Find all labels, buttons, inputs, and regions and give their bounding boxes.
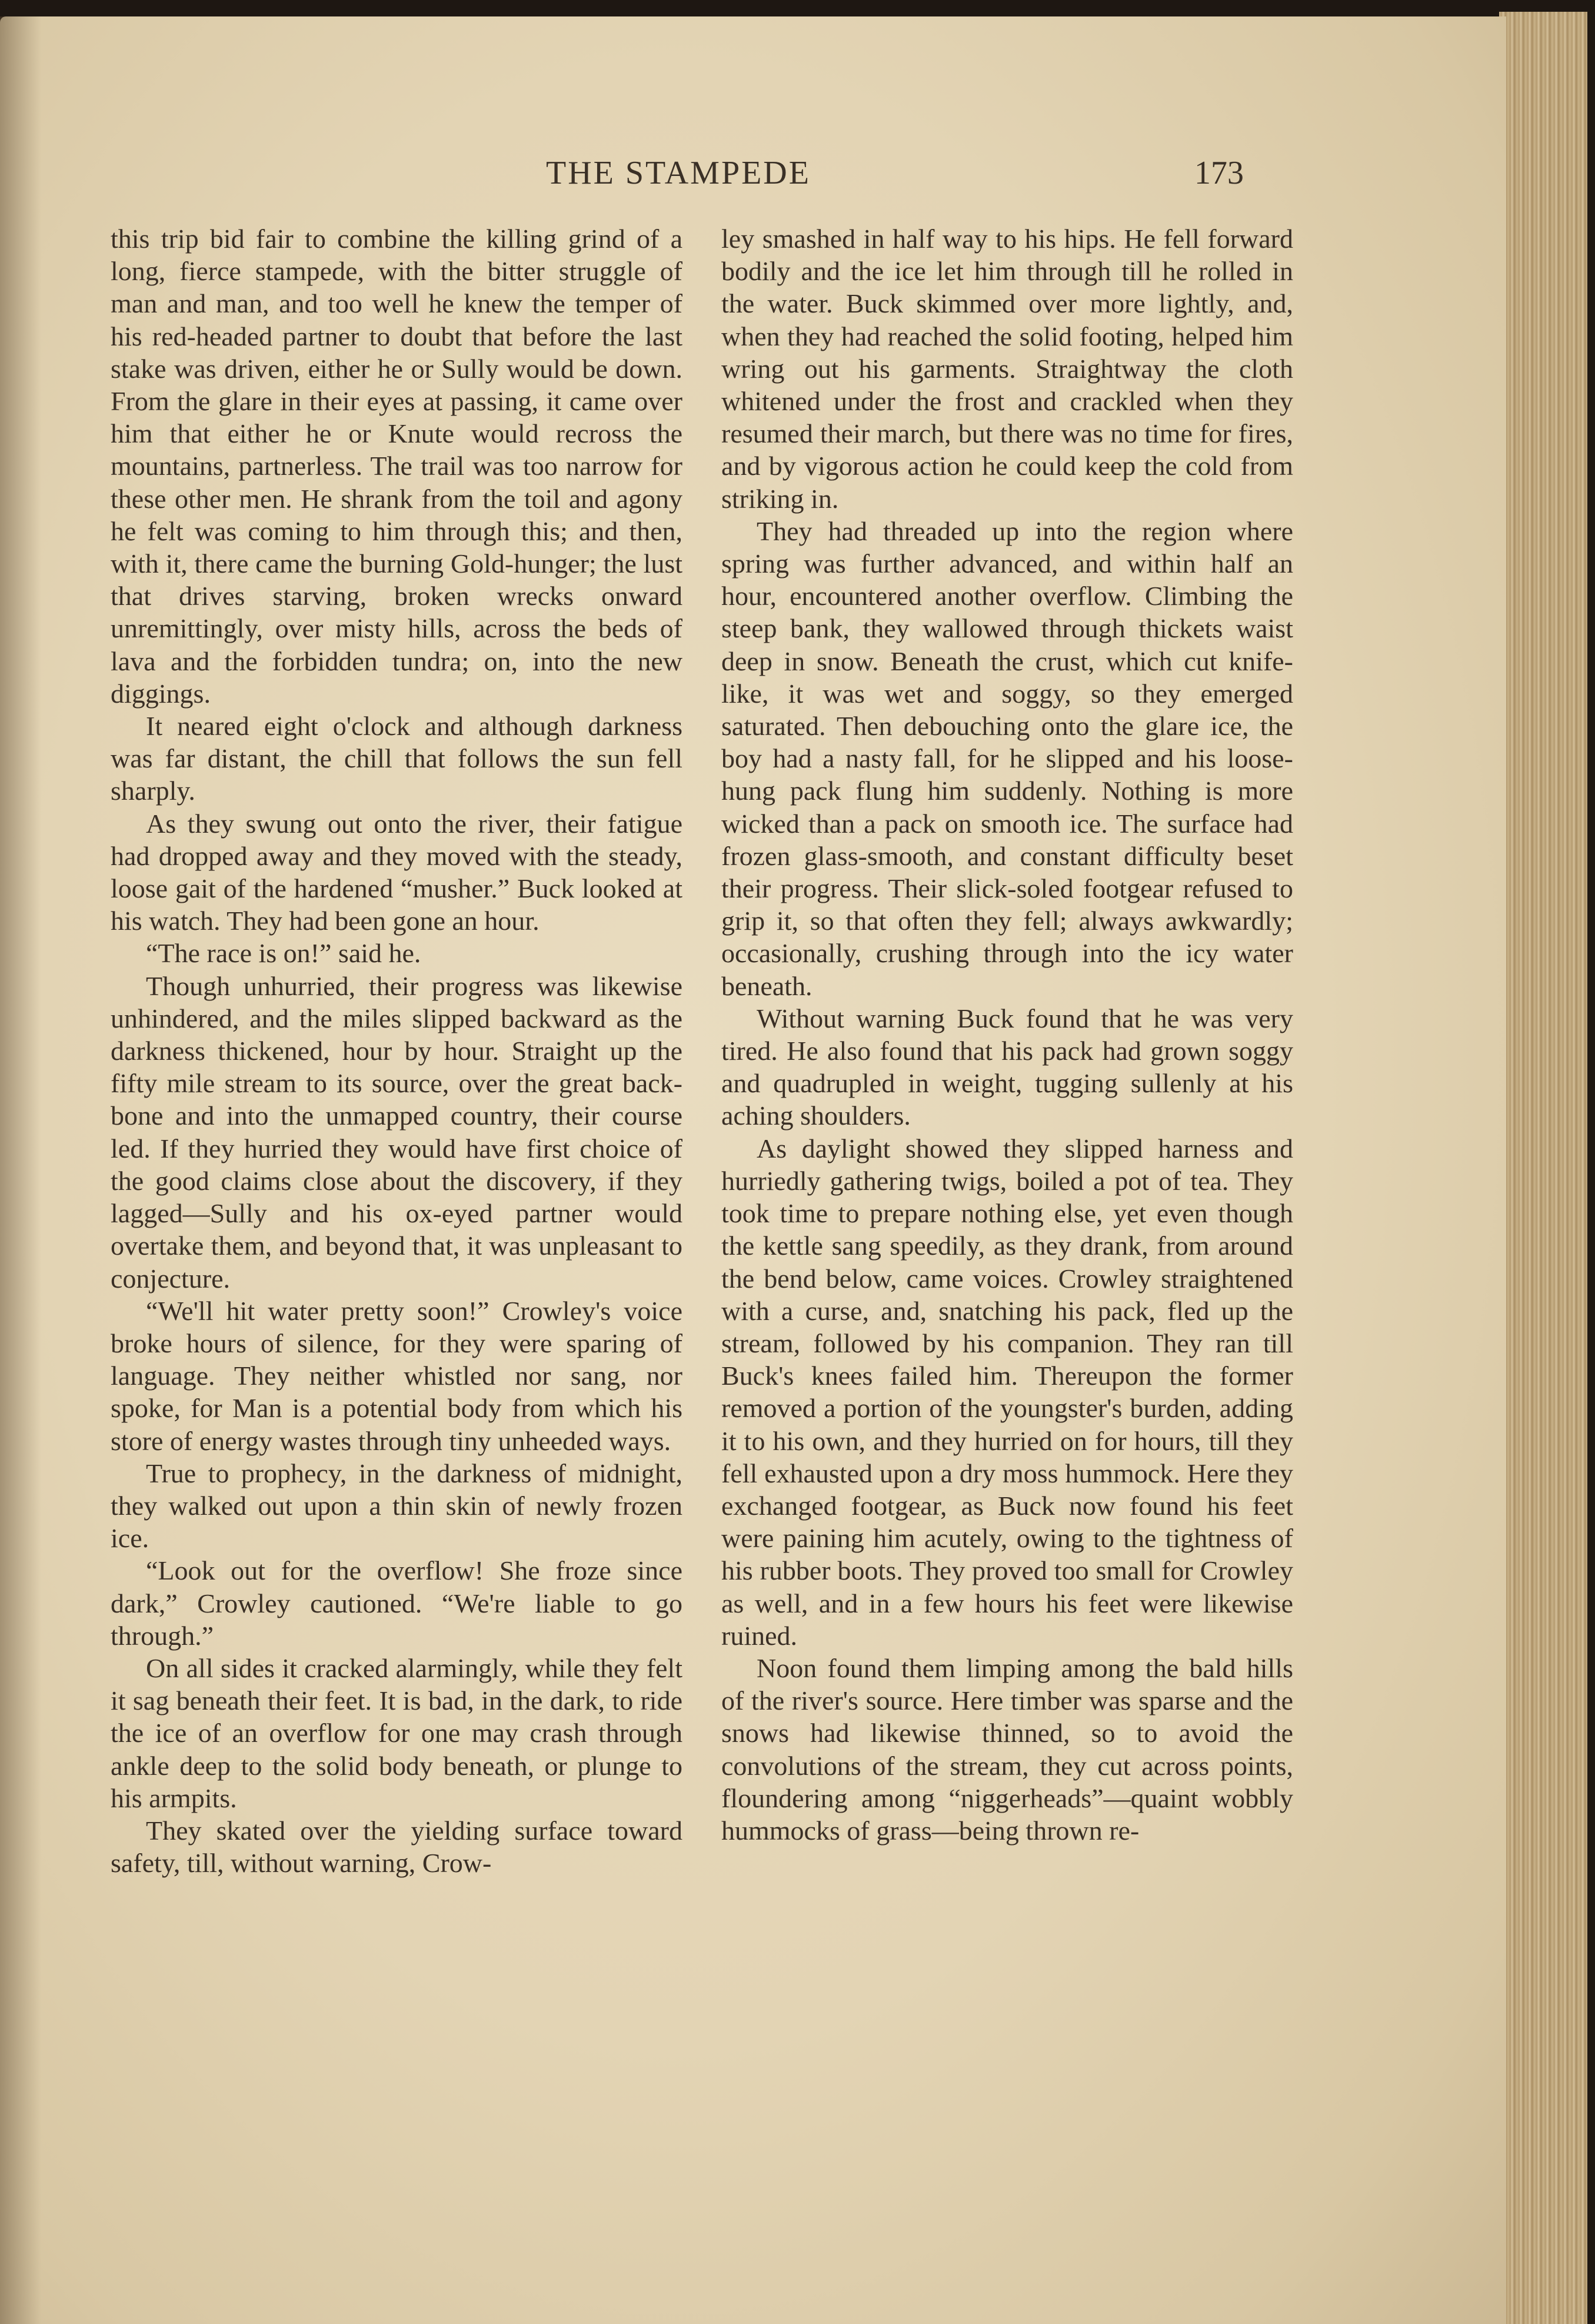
paragraph: Though unhurried, their progress was likewise unhindered, and the miles slipped backward as the darkness thickened, hour by hour. Straight up the fifty mile stream to its source, over the great back-bone and into the unmapped country, their course led. If they hurried they would have first choice of the good claims close about the discovery, if they lagged—Sully and his ox-eyed partner would overtake them, and beyond that, it was unpleasant to conjecture. <box>111 970 682 1294</box>
paragraph: True to prophecy, in the darkness of midnight, they walked out upon a thin skin of newly frozen ice. <box>111 1458 682 1554</box>
paragraph: On all sides it cracked alarmingly, while they felt it sag beneath their feet. It is bad, in the dark, to ride the ice of an overflow for one may crash through ankle deep to the solid body beneath, or plunge to his armpits. <box>111 1653 682 1813</box>
running-head-title: THE STAMPEDE <box>546 155 811 191</box>
paragraph: “Look out for the overflow! She froze since dark,” Crowley cautioned. “We're liable to go through.” <box>111 1555 682 1651</box>
right-text-column <box>721 222 1293 1847</box>
spine-shadow <box>0 16 41 2324</box>
paragraph: this trip bid fair to combine the killing grind of a long, fierce stampede, with the bitter struggle of man and man, and too well he knew the temper of his red-headed partner to doubt that before the last stake was driven, either he or Sully would be down. From the glare in their eyes at passing, it came over him that either he or Knute would recross the mountains, partnerless. The trail was too narrow for these other men. He shrank from the toil and agony he felt was coming to him through this; and then, with it, there came the burning Gold-hunger; the lust that drives starving, broken wrecks onward unremittingly, over misty hills, across the beds of lava and the forbidden tundra; on, into the new diggings. <box>111 224 682 709</box>
paragraph: They skated over the yielding surface toward safety, till, without warning, Crow- <box>111 1815 682 1879</box>
page-block-edge <box>1499 12 1587 2324</box>
paragraph: As daylight showed they slipped harness and hurriedly gathering twigs, boiled a pot of tea. They took time to prepare nothing else, yet even though the kettle sang speedily, as they drank, from around the bend below, came voices. Crowley straightened with a curse, and, snatching his pack, fled up the stream, followed by his companion. They ran till Buck's knees failed him. Thereupon the former removed a portion of the youngster's burden, adding it to his own, and they hurried on for hours, till they fell exhausted upon a dry moss hummock. Here they exchanged footgear, as Buck now found his feet were paining him acutely, owing to the tightness of his rubber boots. They proved too small for Crowley as well, and in a few hours his feet were likewise ruined. <box>721 1133 1293 1651</box>
left-text-column <box>111 222 682 1879</box>
page-number: 173 <box>1194 155 1244 191</box>
paragraph: “We'll hit water pretty soon!” Crowley's voice broke hours of silence, for they were sparing of language. They neither whistled nor sang, nor spoke, for Man is a potential body from which his store of energy wastes through tiny unheeded ways. <box>111 1295 682 1456</box>
paragraph: It neared eight o'clock and although darkness was far distant, the chill that follows the sun fell sharply. <box>111 711 682 806</box>
paragraph: As they swung out onto the river, their fatigue had dropped away and they moved with the steady, loose gait of the hardened “musher.” Buck looked at his watch. They had been gone an hour. <box>111 808 682 936</box>
paragraph: Noon found them limping among the bald hills of the river's source. Here timber was sparse and the snows had likewise thinned, so to avoid the convolutions of the stream, they cut across points, floundering among “niggerheads”—quaint wobbly hummocks of grass—being thrown re- <box>721 1653 1293 1846</box>
paragraph: Without warning Buck found that he was very tired. He also found that his pack had grown soggy and quadrupled in weight, tugging sullenly at his aching shoulders. <box>721 1003 1293 1131</box>
paragraph: They had threaded up into the region where spring was further advanced, and within half an hour, encountered another overflow. Climbing the steep bank, they wallowed through thickets waist deep in snow. Beneath the crust, which cut knife-like, it was wet and soggy, so they emerged saturated. Then debouching onto the glare ice, the boy had a nasty fall, for he slipped and his loose-hung pack flung him suddenly. Nothing is more wicked than a pack on smooth ice. The surface had frozen glass-smooth, and constant difficulty beset their progress. Their slick-soled footgear refused to grip it, so that often they fell; always awkwardly; occasionally, crushing through into the icy water beneath. <box>721 516 1293 1001</box>
paragraph: “The race is on!” said he. <box>146 938 421 969</box>
paragraph: ley smashed in half way to his hips. He fell forward bodily and the ice let him through till he rolled in the water. Buck skimmed over more lightly, and, when they had reached the solid footing, helped him wring out his garments. Straightway the cloth whitened under the frost and crackled when they resumed their march, but there was no time for fires, and by vigorous action he could keep the cold from striking in. <box>721 224 1293 514</box>
